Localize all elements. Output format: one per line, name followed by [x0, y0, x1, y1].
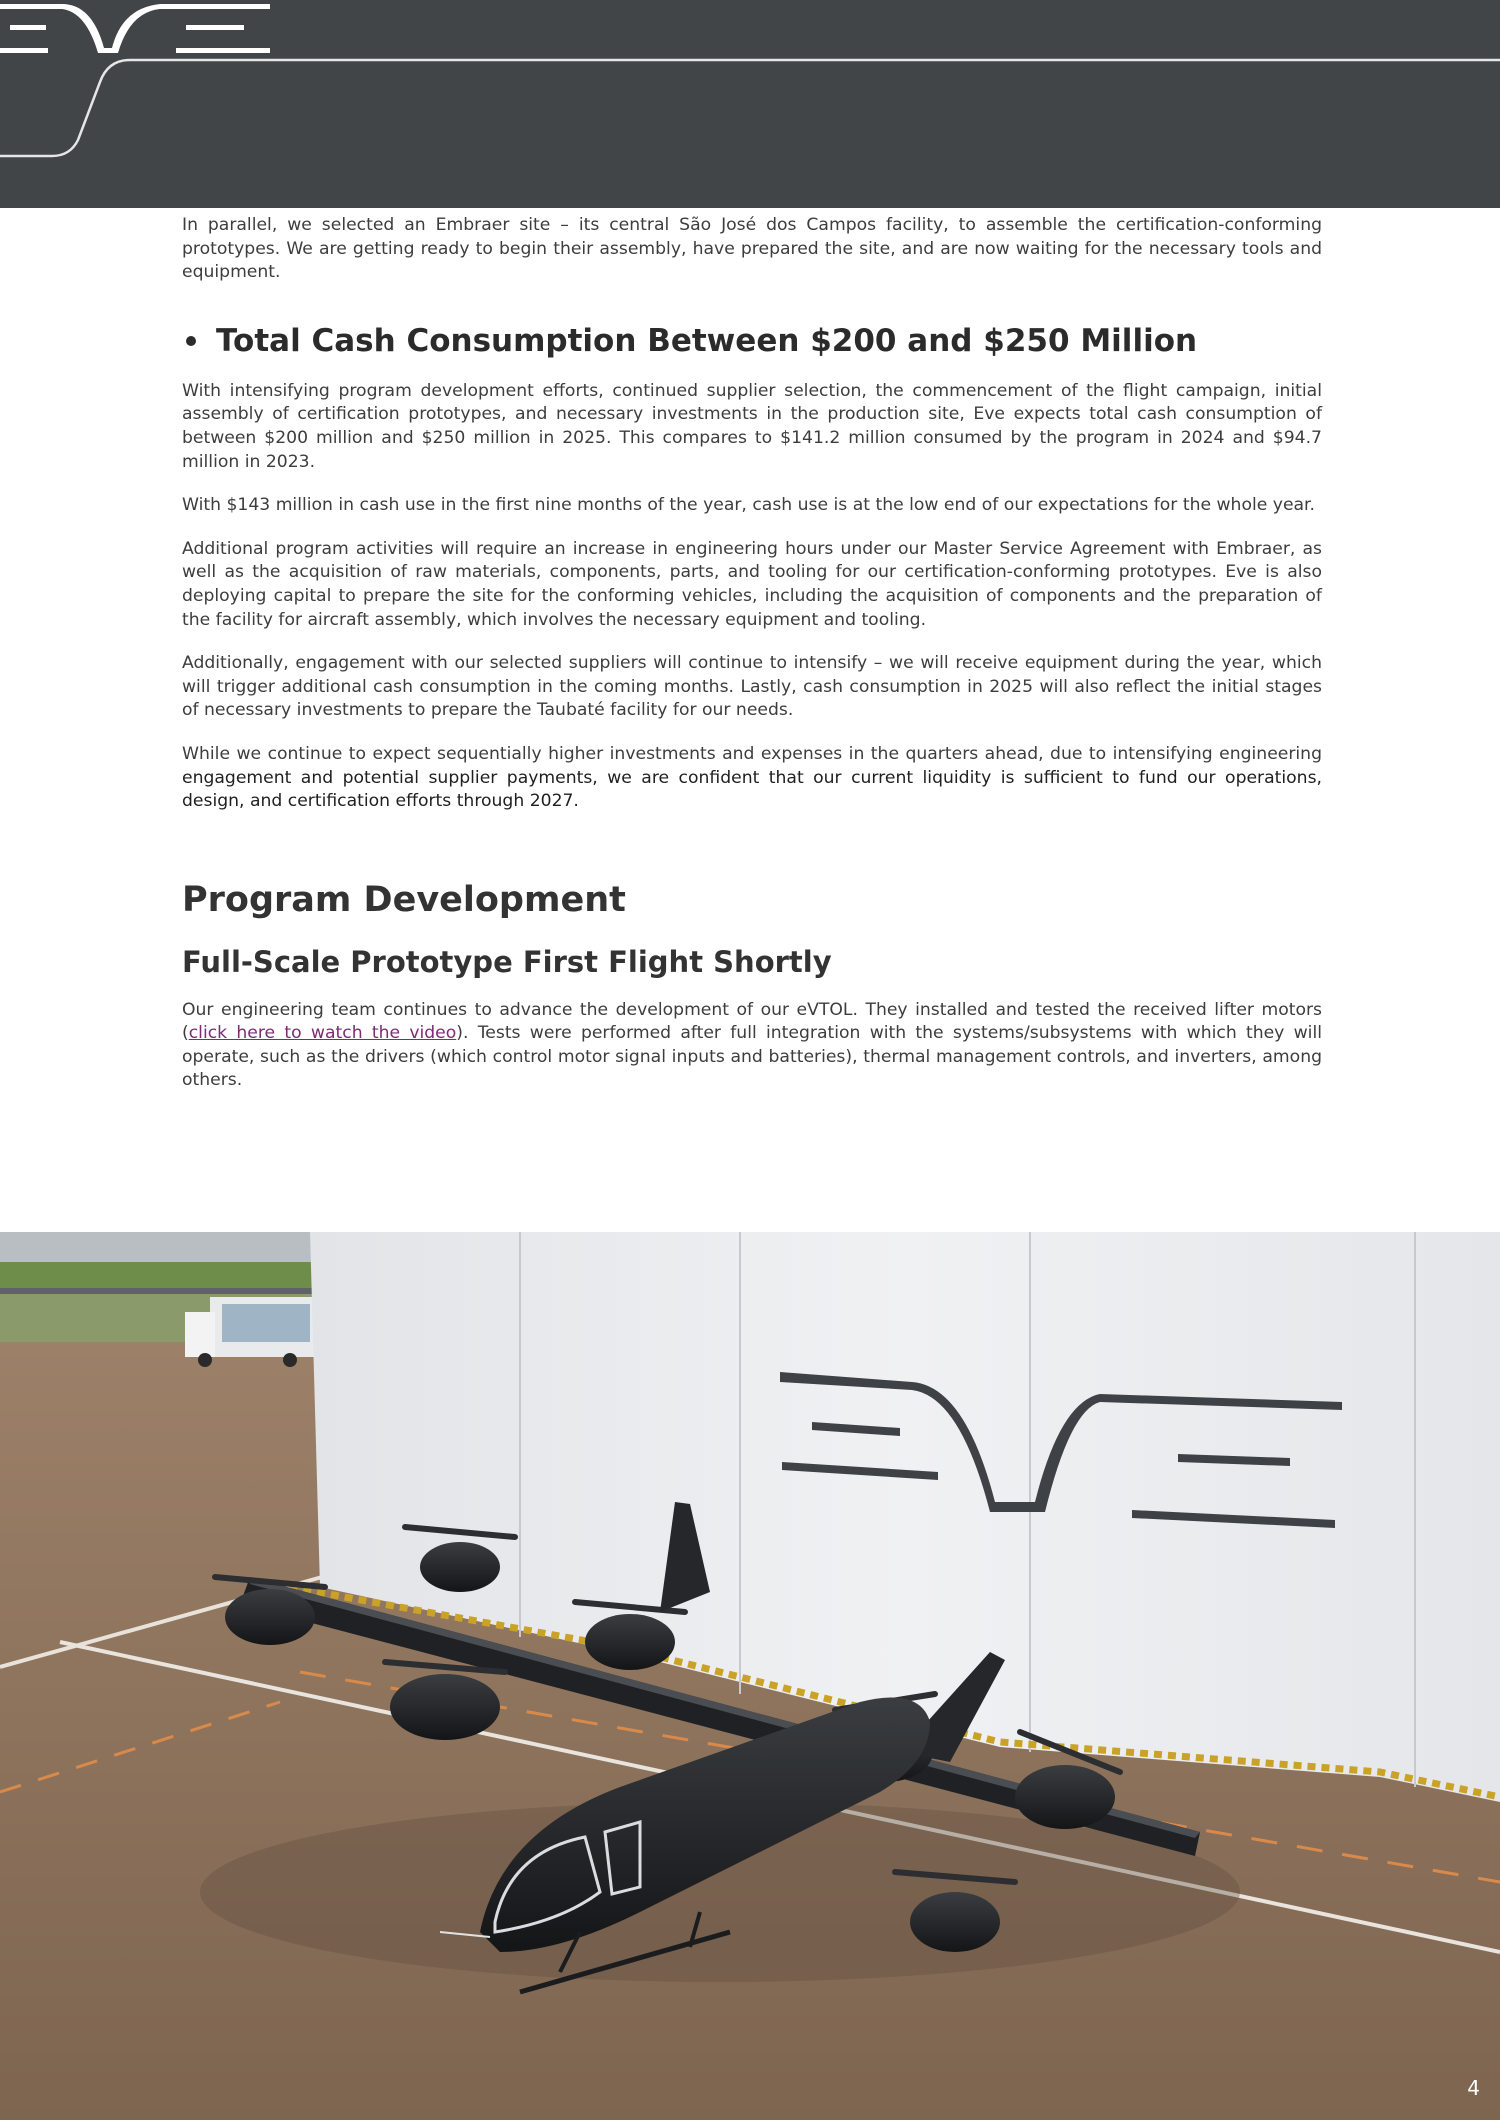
- cash-paragraph-5-b: engagement and potential supplier payments, we are confident that our current liquidity is sufficient to fund our operations, design, and certification efforts through 2027.: [182, 767, 1322, 812]
- sub-heading: Full-Scale Prototype First Flight Shortly: [182, 944, 832, 979]
- cash-paragraph-2: With $143 million in cash use in the first nine months of the year, cash use is at the low end of our expectations for the whole year.: [182, 495, 1316, 516]
- cash-paragraph-5-a: While we continue to expect sequentially higher investments and expenses in the quarters ahead, due to intensifying engineering: [182, 743, 1322, 764]
- cash-paragraph-4: Additionally, engagement with our selected suppliers will continue to intensify – we will receive equipment during the year, which will trigger additional cash consumption in the coming months. Lastly, cash consumption in 2025 will also reflect the initial stages of necessary investments to prepare the Taubaté facility for our needs.: [182, 653, 1322, 721]
- dev-paragraph-1: [182, 999, 1322, 1093]
- cash-heading: [182, 321, 1322, 361]
- cash-paragraph-3: Additional program activities will require an increase in engineering hours under our Master Service Agreement with Embraer, as well as the acquisition of raw materials, components, parts, and tooling for our certification-conforming prototypes. Eve is also deploying capital to prepare the site for the conforming vehicles, including the acquisition of components and the preparation of the facility for aircraft assembly, which involves the necessary equipment and tooling.: [182, 538, 1322, 630]
- cash-heading-text: Total Cash Consumption Between $200 and $250 Million: [216, 322, 1198, 359]
- dev-paragraph-1-a: Our engineering team continues to advance the development of our eVTOL. They installed and tested the received lifter motors (: [182, 999, 1322, 1044]
- intro-paragraph: In parallel, we selected an Embraer site – its central São José dos Campos facility, to assemble the certification-conforming prototypes. We are getting ready to begin their assembly, have prepared the site, and are now waiting for the necessary tools and equipment.: [182, 215, 1322, 283]
- watch-video-link[interactable]: click here to watch the video: [188, 1023, 457, 1044]
- bullet-dot: [186, 336, 196, 346]
- aircraft-photo: [0, 1232, 1500, 2120]
- page-content: [182, 214, 1322, 1093]
- photo-illustration: [0, 1232, 1500, 2120]
- page-number: 4: [1467, 2076, 1480, 2100]
- section-heading: Program Development: [182, 879, 626, 920]
- cash-paragraph-1: With intensifying program development efforts, continued supplier selection, the commencement of the flight campaign, initial assembly of certification prototypes, and necessary investments in the production site, Eve expects total cash consumption of between $200 million and $250 million in 2025. This compares to $141.2 million consumed by the program in 2024 and $94.7 million in 2023.: [182, 380, 1322, 472]
- eve-logo: [0, 0, 270, 56]
- page-header: [0, 0, 1500, 208]
- cash-paragraph-5: [182, 743, 1322, 814]
- dev-paragraph-1-b: ). Tests were performed after full integration with the systems/subsystems with which they will operate, such as the drivers (which control motor signal inputs and batteries), thermal management controls, and inverters, among others.: [182, 1023, 1323, 1091]
